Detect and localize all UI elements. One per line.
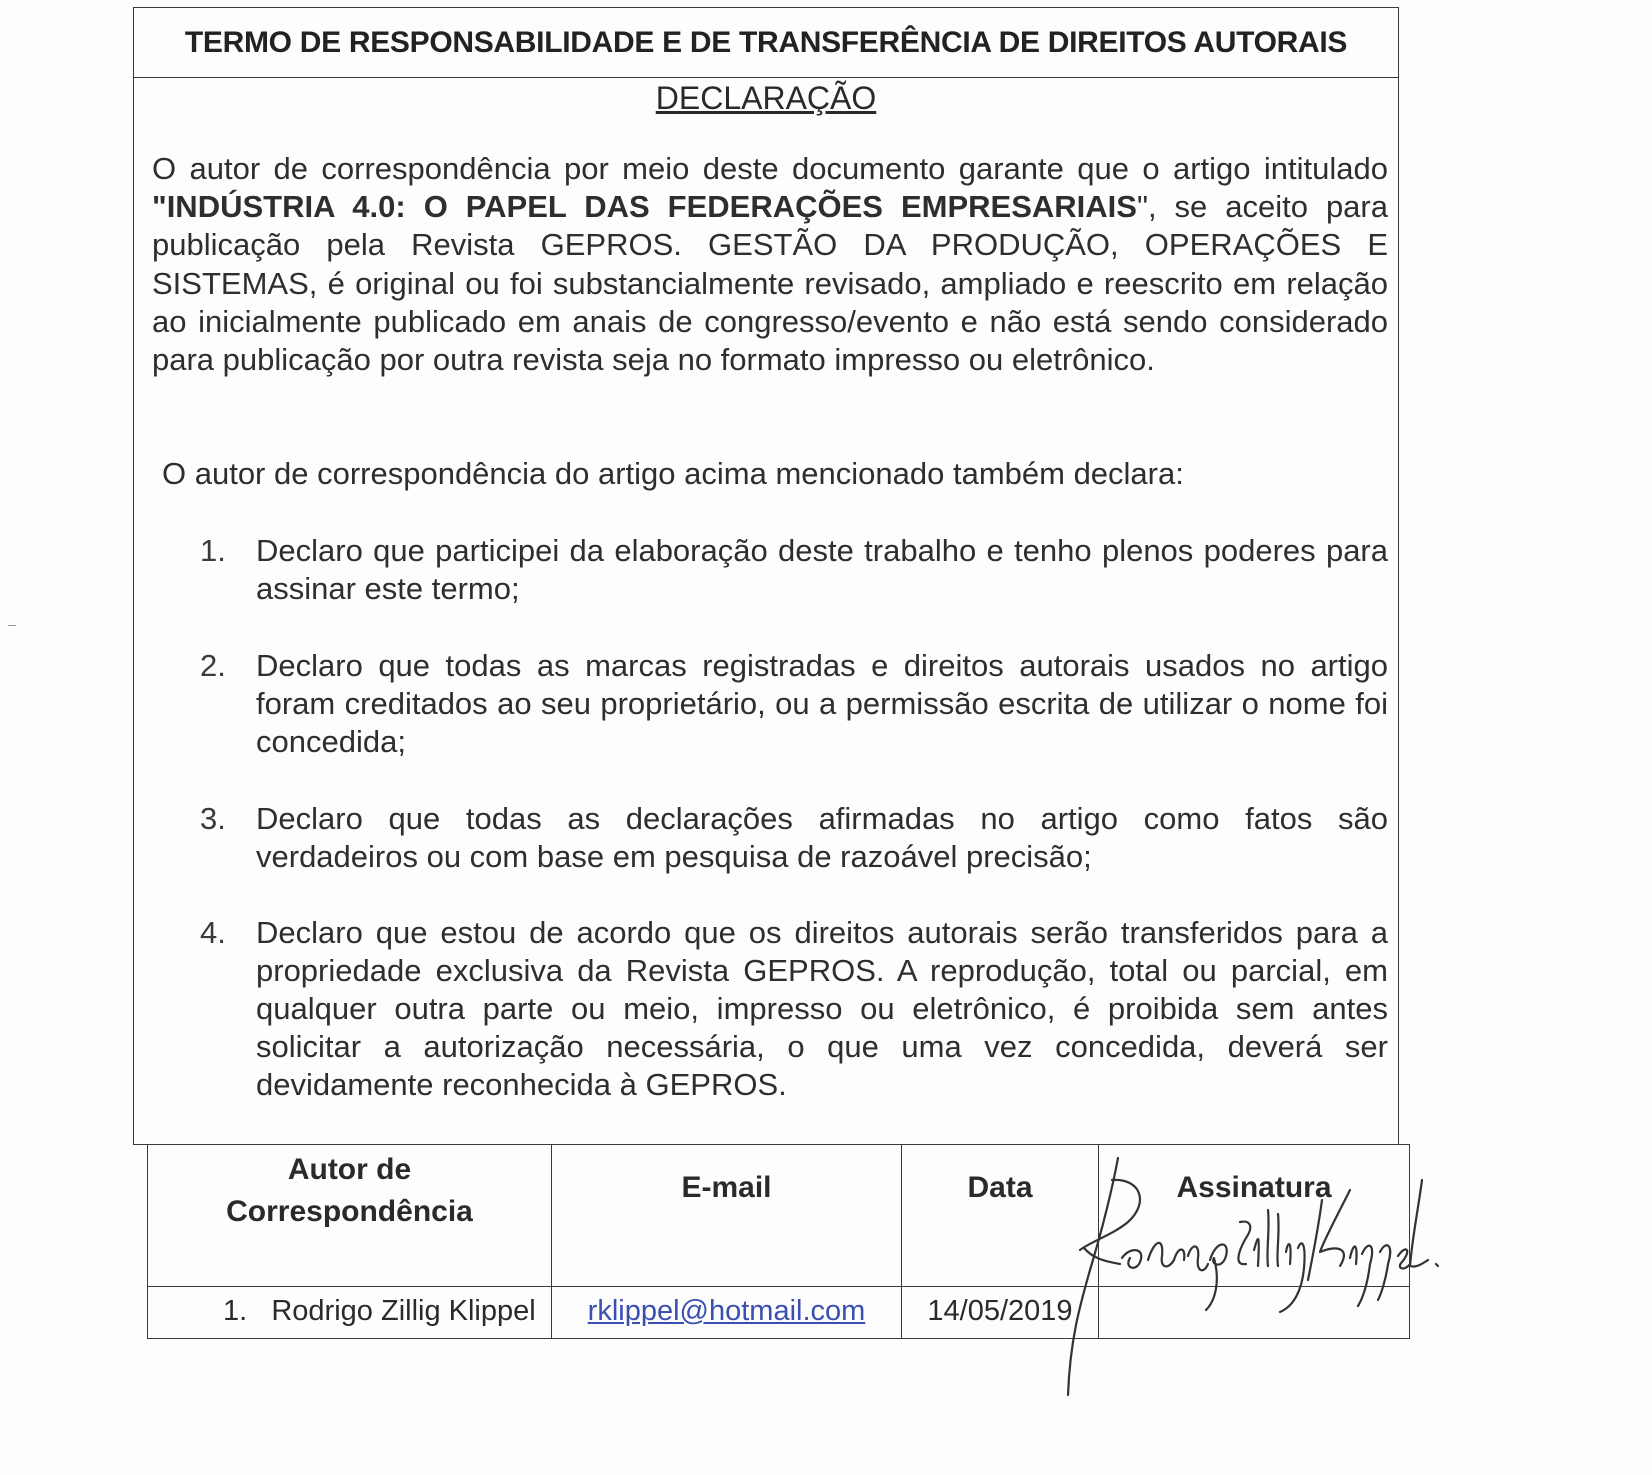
date-cell: 14/05/2019 — [902, 1287, 1099, 1339]
document-title: TERMO DE RESPONSABILIDADE E DE TRANSFERÊNCIA DE DIREITOS AUTORAIS — [134, 8, 1398, 78]
paragraph-intro-text: O autor de correspondência por meio deste documento garante que o artigo intitulado — [152, 151, 1388, 186]
list-item — [200, 800, 1388, 876]
list-item-text: Declaro que todas as declarações afirmadas no artigo como fatos são verdadeiros ou com base em pesquisa de razoável precisão; — [256, 801, 1388, 874]
declaration-heading: DECLARAÇÃO — [655, 80, 877, 116]
list-item — [200, 647, 1388, 761]
article-title: "INDÚSTRIA 4.0: O PAPEL DAS FEDERAÇÕES EMPRESARIAIS — [152, 189, 1137, 225]
list-item-number: 3. — [200, 801, 226, 836]
header-email: E-mail — [552, 1145, 902, 1287]
header-author-line2: Correspondência — [226, 1195, 473, 1228]
header-date: Data — [902, 1145, 1099, 1287]
list-item-text: Declaro que todas as marcas registradas e direitos autorais usados no artigo foram creditados ao seu proprietário, ou a permissão escrita de utilizar o nome foi concedida; — [256, 648, 1388, 759]
list-item — [200, 914, 1388, 1104]
row-number: 1. — [223, 1295, 248, 1327]
list-item-number: 4. — [200, 915, 226, 950]
author-cell — [148, 1287, 552, 1339]
author-email-link[interactable]: rklippel@hotmail.com — [552, 1287, 902, 1339]
margin-mark — [8, 625, 16, 626]
header-author-line1: Autor de — [287, 1153, 412, 1186]
list-item — [200, 532, 1388, 608]
handwritten-signature — [1050, 1140, 1450, 1400]
list-item-number: 2. — [200, 648, 226, 683]
list-item-text: Declaro que participei da elaboração deste trabalho e tenho plenos poderes para assinar este termo; — [256, 533, 1388, 606]
list-item-number: 1. — [200, 533, 226, 568]
paragraph-guarantee — [152, 150, 1388, 379]
header-signature: Assinatura — [1099, 1145, 1410, 1287]
header-author — [148, 1145, 552, 1287]
paragraph-declares: O autor de correspondência do artigo acima mencionado também declara: — [162, 456, 1184, 491]
paragraph-rest-text: ", se aceito para publicação pela Revista GEPROS. GESTÃO DA PRODUÇÃO, OPERAÇÕES E SISTEMAS, é original ou foi substancialmente revisado, ampliado e reescrito em relação ao inicialmente publicado em anais de congresso/evento e não está sendo considerado para publicação por outra revista seja no formato impresso ou eletrônico. — [152, 189, 1388, 378]
author-name: Rodrigo Zillig Klippel — [271, 1295, 536, 1327]
list-item-text: Declaro que estou de acordo que os direitos autorais serão transferidos para a propriedade exclusiva da Revista GEPROS. A reprodução, total ou parcial, em qualquer outra parte ou meio, impresso ou eletrônico, é proibida sem antes solicitar a autorização necessária, o que uma vez concedida, deverá ser devidamente reconhecida à GEPROS. — [256, 915, 1388, 1102]
